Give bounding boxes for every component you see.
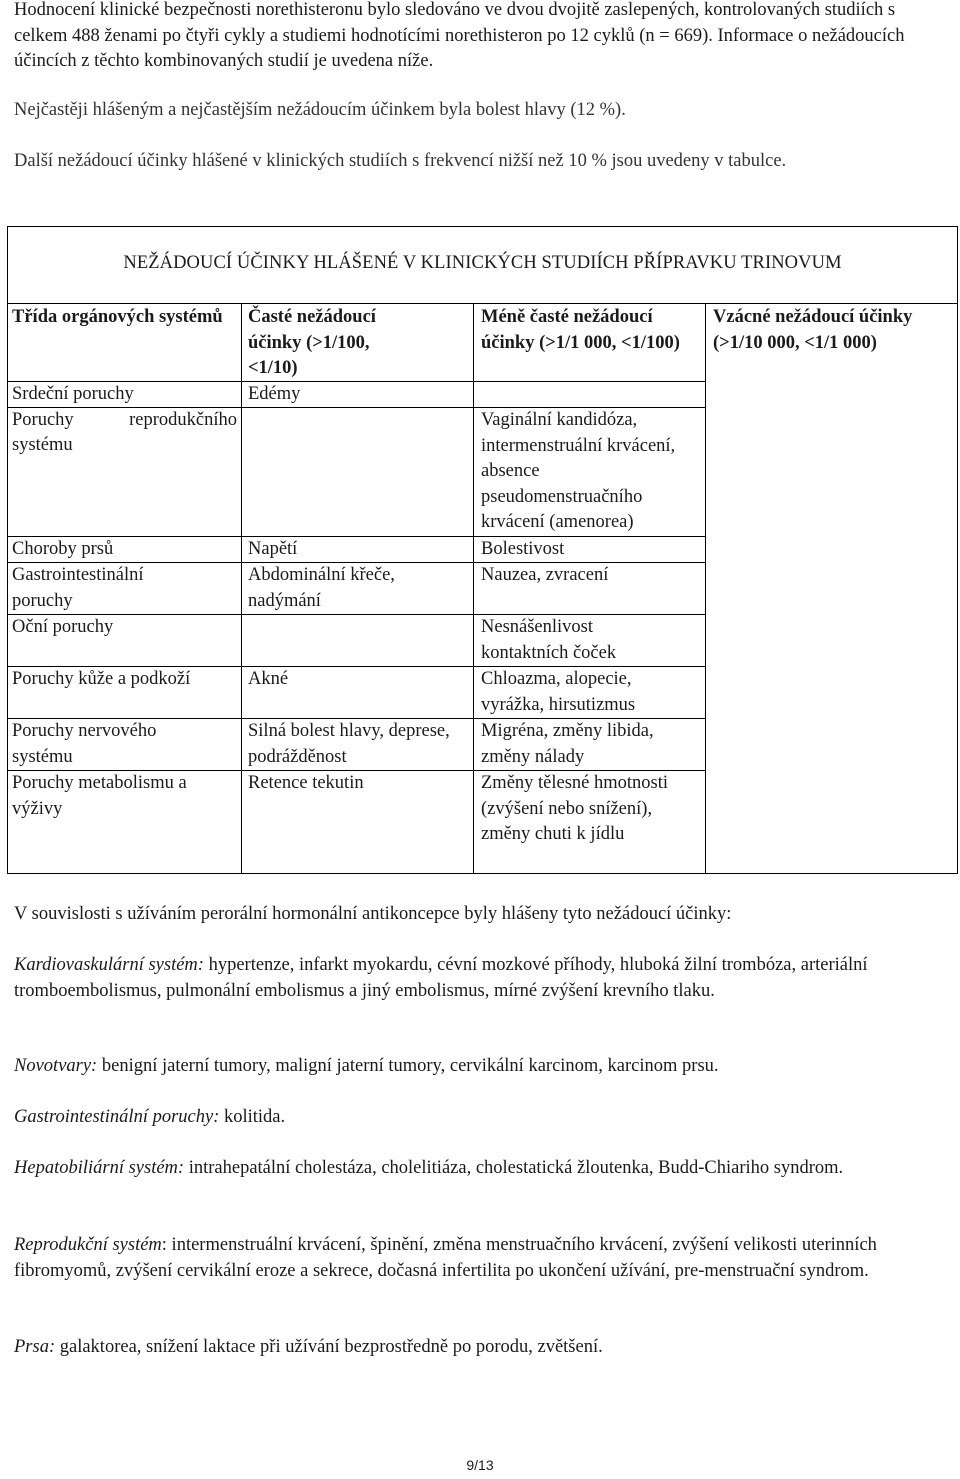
effect-category-label: Reprodukční systém [14,1235,162,1255]
effect-description: hypertenze, infarkt myokardu, cévní mozkové příhody, hluboká žilní trombóza, arteriální tromboembolismus, pulmonální embolismus a jiný embolismus, mírné zvýšení krevního tlaku. [14,955,868,1001]
effect-category-label: Novotvary: [14,1056,98,1076]
table-cell: Vaginální kandidóza, intermenstruální krvácení, absence pseudomenstruačního krvácení (amenorea) [481,410,676,532]
intro-paragraph-1: Hodnocení klinické bezpečnosti norethisteronu bylo sledováno ve dvou dvojitě zaslepených, kontrolovaných studiích s celkem 488 ženami po čtyři cykly a studiemi hodnotícími norethisteron po 12 cyklů (n = 669). Informace o nežádoucích účincích z těchto kombinovaných studií je uvedena níže. [14,0,905,71]
effect-description: intrahepatální cholestáza, cholelitiáza, cholestatická žloutenka, Budd-Chiariho syndrom. [184,1158,844,1178]
table-header-cell: Časté nežádoucí účinky (>1/100, <1/10) [248,307,376,378]
table-divider [241,303,242,874]
table-cell: Oční poruchy [12,617,114,637]
adverse-effect-paragraph [14,953,942,1004]
table-cell: Migréna, změny libida, změny nálady [481,721,654,767]
table-cell: systému [12,435,73,455]
table-cell: Akné [248,669,289,689]
table-cell: Choroby prsů [12,539,114,559]
table-cell: Edémy [248,384,301,404]
effect-description: galaktorea, snížení laktace při užívání bezprostředně po porodu, zvětšení. [55,1337,603,1357]
table-divider [473,303,474,874]
table-cell: Nesnášenlivost kontaktních čoček [481,617,617,663]
intro-paragraph-2: Nejčastěji hlášeným a nejčastějším nežádoucím účinkem byla bolest hlavy (12 %). [14,100,626,120]
effect-category-label: Hepatobiliární systém: [14,1158,185,1178]
intro-paragraph-3: Další nežádoucí účinky hlášené v klinických studiích s frekvencí nižší než 10 % jsou uvedeny v tabulce. [14,151,787,171]
table-divider [7,303,958,304]
effect-category-label: Kardiovaskulární systém: [14,955,204,975]
table-cell: Poruchy metabolismu a výživy [12,773,187,819]
table-cell: Poruchy kůže a podkoží [12,669,191,689]
table-cell: Napětí [248,539,298,559]
adverse-effect-paragraph [14,1105,942,1131]
table-cell: Bolestivost [481,539,565,559]
post-table-lead: V souvislosti s užíváním perorální hormonální antikoncepce byly hlášeny tyto nežádoucí účinky: [14,904,732,924]
page-number: 9/13 [466,1457,494,1473]
table-cell: Gastrointestinální poruchy [12,565,144,611]
effect-category-label: Prsa: [14,1337,56,1357]
table-header-cell: Třída orgánových systémů [12,307,223,327]
table-cell: Chloazma, alopecie, vyrážka, hirsutizmus [481,669,636,715]
effect-category-label: Gastrointestinální poruchy: [14,1107,220,1127]
table-title: NEŽÁDOUCÍ ÚČINKY HLÁŠENÉ V KLINICKÝCH STUDIÍCH PŘÍPRAVKU TRINOVUM [123,253,842,273]
table-header-cell: Méně časté nežádoucí účinky (>1/1 000, <1/100) [481,307,680,353]
table-cell [12,408,237,434]
table-cell: Změny tělesné hmotnosti (zvýšení nebo snížení), změny chuti k jídlu [481,773,669,844]
table-cell: Poruchy nervového systému [12,721,157,767]
adverse-effect-paragraph [14,1054,942,1080]
effect-description: benigní jaterní tumory, maligní jaterní tumory, cervikální karcinom, karcinom prsu. [97,1056,719,1076]
table-cell: Silná bolest hlavy, deprese, podrážděnost [248,721,450,767]
table-divider [705,303,706,874]
adverse-effect-paragraph [14,1156,942,1182]
table-header-cell: Vzácné nežádoucí účinky (>1/10 000, <1/1 000) [713,307,913,353]
table-cell: Abdominální křeče, nadýmání [248,565,395,611]
adverse-effect-paragraph [14,1335,942,1361]
table-cell: Srdeční poruchy [12,384,134,404]
effect-description: : intermenstruální krvácení, špinění, změna menstruačního krvácení, zvýšení velikosti uterinních fibromyomů, zvýšení cervikální eroze a sekrece, dočasná infertilita po ukončení užívání, pre-menstruační syndrom. [14,1235,877,1281]
table-cell: Nauzea, zvracení [481,565,609,585]
table-cell-line: Poruchy reprodukčního [12,410,237,430]
effect-description: kolitida. [219,1107,286,1127]
table-cell: Retence tekutin [248,773,364,793]
adverse-effect-paragraph [14,1233,942,1284]
